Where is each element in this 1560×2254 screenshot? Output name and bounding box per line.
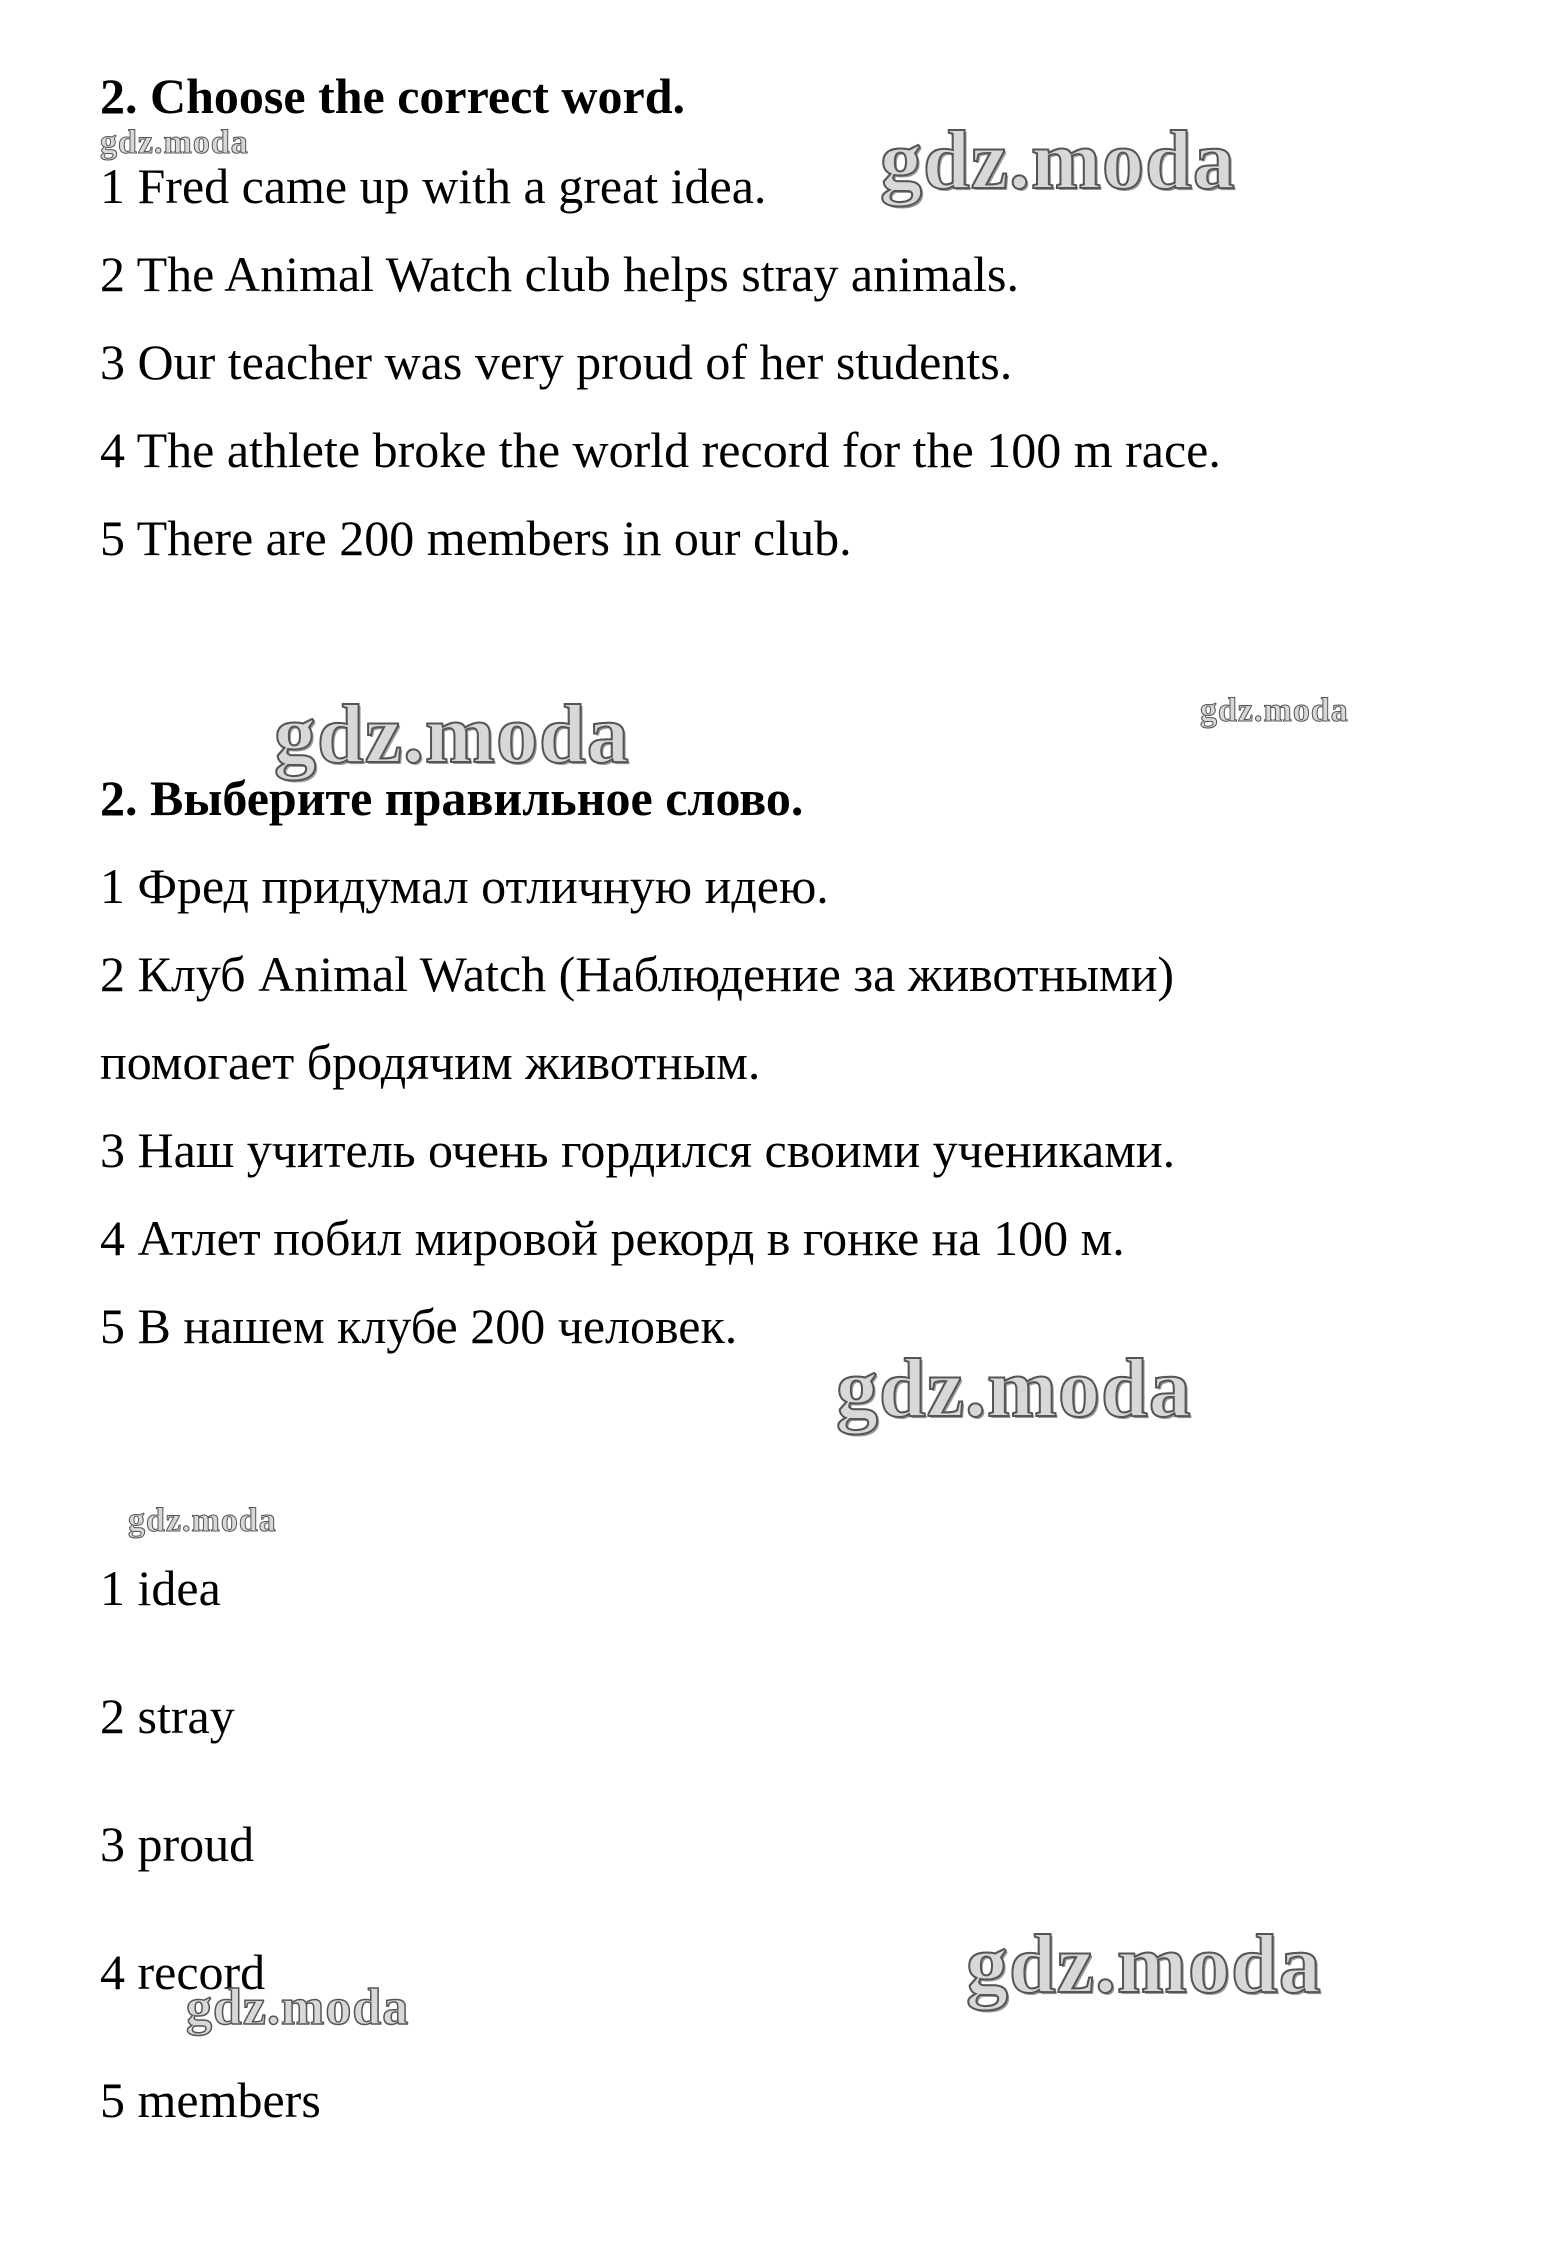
english-sentence-3: 3 Our teacher was very proud of her students. — [100, 334, 1013, 390]
watermark: gdz.moda — [274, 688, 630, 781]
watermark: gdz.moda — [1200, 692, 1349, 729]
watermark: gdz.moda — [128, 1502, 277, 1539]
russian-sentence-4: 4 Атлет побил мировой рекорд в гонке на 100 м. — [100, 1210, 1125, 1266]
watermark: gdz.moda — [836, 1342, 1192, 1435]
watermark: gdz.moda — [100, 124, 249, 161]
answer-3: 3 proud — [100, 1816, 255, 1872]
watermark: gdz.moda — [966, 1918, 1322, 2011]
russian-sentence-5: 5 В нашем клубе 200 человек. — [100, 1298, 738, 1354]
russian-sentence-2b: помогает бродячим животным. — [100, 1034, 761, 1090]
english-sentence-1: 1 Fred came up with a great idea. — [100, 158, 767, 214]
russian-sentence-1: 1 Фред придумал отличную идею. — [100, 858, 829, 914]
russian-heading: 2. Выберите правильное слово. — [100, 770, 804, 826]
answer-5: 5 members — [100, 2072, 321, 2128]
russian-sentence-3: 3 Наш учитель очень гордился своими учениками. — [100, 1122, 1176, 1178]
answer-4: 4 record — [100, 1944, 266, 2000]
english-sentence-5: 5 There are 200 members in our club. — [100, 510, 852, 566]
english-sentence-4: 4 The athlete broke the world record for the 100 m race. — [100, 422, 1221, 478]
answer-1: 1 idea — [100, 1560, 221, 1616]
answer-2: 2 stray — [100, 1688, 235, 1744]
english-heading: 2. Choose the correct word. — [100, 68, 686, 124]
watermark: gdz.moda — [186, 1979, 410, 2036]
russian-sentence-2a: 2 Клуб Animal Watch (Наблюдение за животными) — [100, 946, 1174, 1002]
english-sentence-2: 2 The Animal Watch club helps stray animals. — [100, 246, 1019, 302]
watermark: gdz.moda — [880, 114, 1236, 207]
